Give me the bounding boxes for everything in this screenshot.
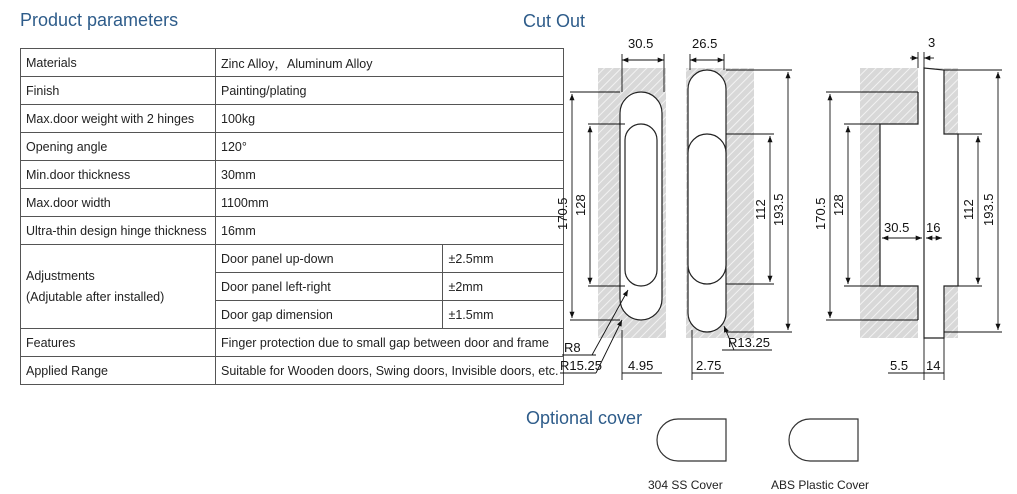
- adjustment-name: Door panel left-right: [216, 273, 443, 301]
- param-label: Materials: [21, 49, 216, 77]
- param-label: Opening angle: [21, 133, 216, 161]
- adjustment-value: ±2.5mm: [443, 245, 564, 273]
- param-value: 1100mm: [216, 189, 564, 217]
- cut-out-drawing: [540, 30, 1010, 380]
- ss-cover-shape: [656, 418, 728, 462]
- dim-radius-r8: R8: [564, 340, 581, 355]
- dim-height-1935-b: 193.5: [981, 193, 996, 226]
- dim-height-112-b: 112: [961, 199, 976, 220]
- dim-radius-r1325: R13.25: [728, 335, 770, 350]
- table-row: [21, 77, 564, 105]
- slot-inner-1: [625, 124, 657, 286]
- dim-width-16-b: 16: [926, 220, 941, 235]
- table-row: [21, 357, 564, 385]
- cut-out-title: Cut Out: [523, 11, 586, 31]
- dim-height-1935-a: 193.5: [771, 193, 786, 226]
- dim-offset-14: 14: [926, 358, 941, 373]
- features-label: Features: [21, 329, 216, 357]
- param-label: Max.door weight with 2 hinges: [21, 105, 216, 133]
- product-parameters-title: Product parameters: [20, 10, 179, 30]
- dim-height-128-a: 128: [573, 194, 588, 216]
- dim-offset-275: 2.75: [696, 358, 722, 373]
- adjustment-name: Door panel up-down: [216, 245, 443, 273]
- adjustment-name: Door gap dimension: [216, 301, 443, 329]
- applied-range-label: Applied Range: [21, 357, 216, 385]
- dim-width-305-b: 30.5: [884, 220, 910, 235]
- param-value: Zinc Alloy，Aluminum Alloy: [216, 49, 564, 77]
- param-value: 100kg: [216, 105, 564, 133]
- adjustments-label: [21, 245, 216, 329]
- adjustment-value: ±2mm: [443, 273, 564, 301]
- features-value: Finger protection due to small gap between door and frame: [216, 329, 564, 357]
- table-row: [21, 245, 564, 273]
- param-label: Max.door width: [21, 189, 216, 217]
- dim-offset-55: 5.5: [890, 358, 909, 373]
- ss-cover-label: 304 SS Cover: [648, 478, 723, 492]
- applied-range-value: Suitable for Wooden doors, Swing doors, Invisible doors, etc.: [216, 357, 564, 385]
- param-value: 120°: [216, 133, 564, 161]
- param-label: Finish: [21, 77, 216, 105]
- dim-height-1705-a: 170.5: [555, 197, 570, 230]
- dim-width-left: 30.5: [628, 36, 654, 51]
- slot-inner-2: [688, 134, 726, 284]
- adjustments-label-line1: Adjustments: [26, 268, 95, 283]
- table-row: [21, 217, 564, 245]
- param-value: 30mm: [216, 161, 564, 189]
- abs-cover-shape: [788, 418, 860, 462]
- table-row: [21, 161, 564, 189]
- table-row: [21, 49, 564, 77]
- param-value: Painting/plating: [216, 77, 564, 105]
- optional-cover-title: Optional cover: [526, 408, 643, 428]
- adjustment-value: ±1.5mm: [443, 301, 564, 329]
- dim-height-1705-b: 170.5: [813, 197, 828, 230]
- table-row: [21, 329, 564, 357]
- dim-offset-495: 4.95: [628, 358, 654, 373]
- dim-height-128-b: 128: [831, 194, 846, 216]
- param-label: Min.door thickness: [21, 161, 216, 189]
- side-pocket-1: [880, 92, 918, 320]
- dim-gap-top: 3: [928, 35, 936, 50]
- adjustments-label-line2: (Adjutable after installed): [26, 289, 165, 304]
- table-row: [21, 189, 564, 217]
- product-parameters-table: [20, 48, 564, 385]
- dim-width-mid: 26.5: [692, 36, 718, 51]
- table-row: [21, 133, 564, 161]
- dim-height-112-a: 112: [753, 199, 768, 220]
- dim-radius-r1525: R15.25: [560, 358, 602, 373]
- param-value: 16mm: [216, 217, 564, 245]
- abs-cover-label: ABS Plastic Cover: [771, 478, 870, 492]
- table-row: [21, 105, 564, 133]
- param-label: Ultra-thin design hinge thickness: [21, 217, 216, 245]
